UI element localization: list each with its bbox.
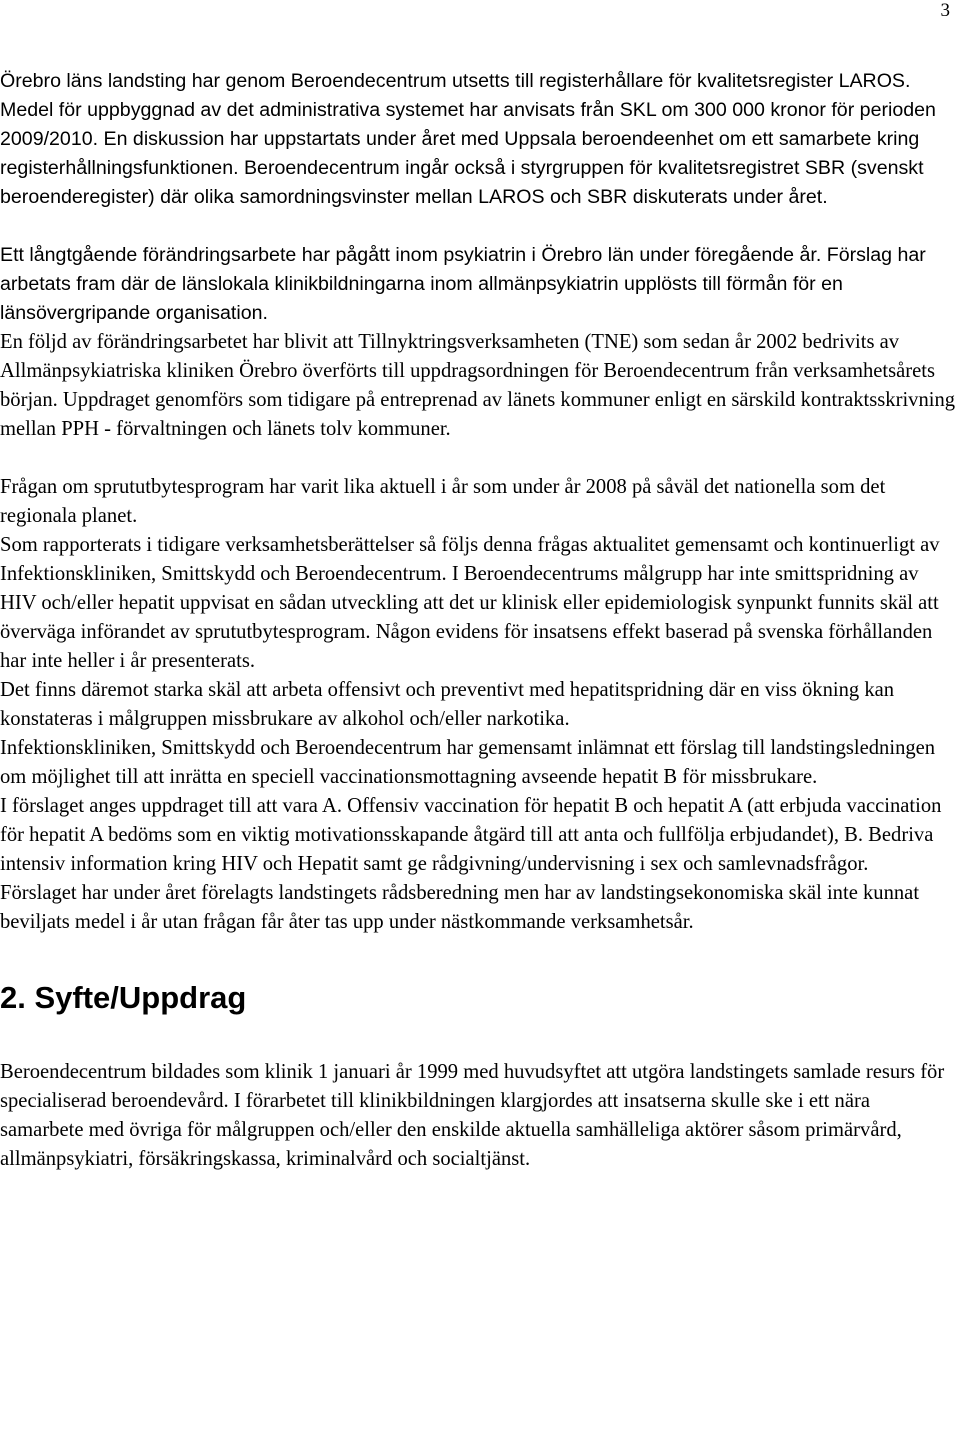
paragraph-vaccination-proposal: Infektionskliniken, Smittskydd och Beroendecentrum har gemensamt inlämnat ett förslag till landstingsledningen om möjlighet till att inrätta en speciell vaccinationsmottagning avseende hepatit B för missbrukare. <box>0 737 936 788</box>
paragraph-previous-reports: Som rapporterats i tidigare verksamhetsberättelser så följs denna frågas aktualitet gemensamt och kontinuerligt av Infektionskliniken, Smittskydd och Beroendecentrum. I Beroendecentrums målgrupp har inte smittspridning av HIV och/eller hepatit uppvisat en sådan utveckling att det ur klinisk eller epidemiologisk synpunkt funnits skäl att överväga införandet av sprututbytesprogram. Någon evidens för insatsens effekt baserad på svenska förhållanden har inte heller i år presenterats. <box>0 534 940 672</box>
page-number: 3 <box>940 0 950 21</box>
paragraph-tne: En följd av förändringsarbetet har blivit att Tillnyktringsverksamheten (TNE) som sedan år 2002 bedrivits av Allmänpsykiatriska kliniken Örebro överförts till uppdragsordningen för Beroendecentrum från verksamhetsårets början. Uppdraget genomförs som tidigare på entreprenad av länets kommuner enligt en särskild kontraktsskrivning mellan PPH - förvaltningen och länets tolv kommuner. <box>0 331 956 440</box>
paragraph-proposal-assignment: I förslaget anges uppdraget till att vara A. Offensiv vaccination för hepatit B och hepatit A (att erbjuda vaccination för hepatit A bedöms som en viktig motivationsskapande åtgärd till att anta och fullfölja erbjudandet), B. Bedriva intensiv information kring HIV och Hepatit samt ge rådgivning/undervisning i sex och samlevnadsfrågor. <box>0 795 942 875</box>
paragraph-gap <box>0 444 958 473</box>
paragraph-hepatitis-prevention: Det finns däremot starka skäl att arbeta offensivt och preventivt med hepatitspridning där en viss ökning kan konstateras i målgruppen missbrukare av alkohol och/eller narkotika. <box>0 679 895 730</box>
paragraph-purpose: Beroendecentrum bildades som klinik 1 januari år 1999 med huvudsyftet att utgöra landstingets samlade resurs för specialiserad beroendevård. I förarbetet till klinikbildningen klargjordes att insatserna skulle ske i ett nära samarbete med övriga för målgruppen och/eller den enskilde aktuella samhälleliga aktörer såsom primärvård, allmänpsykiatri, försäkringskassa, kriminalvård och socialtjänst. <box>0 1061 945 1170</box>
paragraph-proposal-outcome: Förslaget har under året förelagts landstingets rådsberedning men har av landstingsekonomiska skäl inte kunnat beviljats medel i år utan frågan får åter tas upp under nästkommande verksamhetsår. <box>0 882 920 933</box>
paragraph-psychiatry-reorganisation: Ett långtgående förändringsarbete har pågått inom psykiatrin i Örebro län under föregående år. Förslag har arbetats fram där de länslokala klinikbildningarna inom allmänpsykiatrin upplösts till förmån för en länsövergripande organisation. <box>0 244 926 324</box>
paragraph-needle-exchange: Frågan om sprututbytesprogram har varit lika aktuell i år som under år 2008 på såväl det nationella som det regionala planet. <box>0 476 886 527</box>
paragraph-gap <box>0 212 958 241</box>
paragraph-laros: Örebro läns landsting har genom Beroendecentrum utsetts till registerhållare för kvalitetsregister LAROS. Medel för uppbyggnad av det administrativa systemet har anvisats från SKL om 300 000 kronor för perioden 2009/2010. En diskussion har uppstartats under året med Uppsala beroendeenhet om ett samarbete kring registerhållningsfunktionen. Beroendecentrum ingår också i styrgruppen för kvalitetsregistret SBR (svenskt beroenderegister) där olika samordningsvinster mellan LAROS och SBR diskuterats under året. <box>0 70 936 208</box>
section-heading: 2. Syfte/Uppdrag <box>0 980 247 1015</box>
document-body <box>0 67 958 1174</box>
